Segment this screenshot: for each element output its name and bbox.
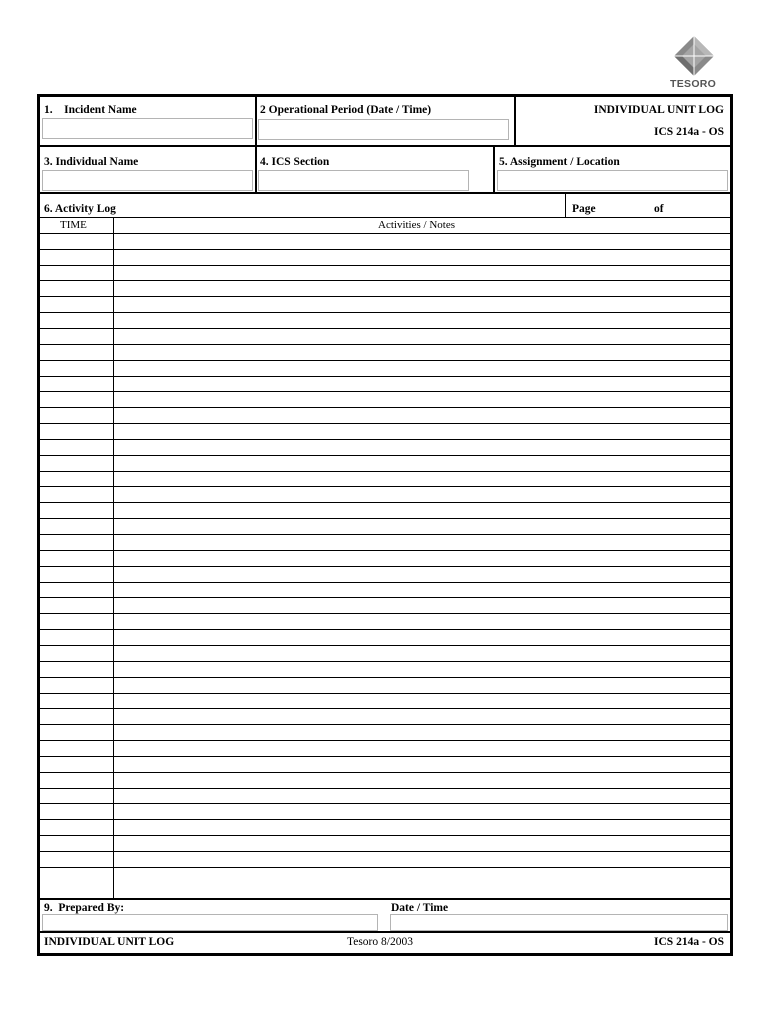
ics-section-field[interactable] <box>258 170 469 191</box>
log-row[interactable] <box>39 312 731 313</box>
prepared-by-field[interactable] <box>42 914 378 931</box>
log-row[interactable] <box>39 407 731 408</box>
log-row[interactable] <box>39 249 731 250</box>
log-row[interactable] <box>39 391 731 392</box>
incident-name-label: 1. Incident Name <box>44 104 137 116</box>
log-row[interactable] <box>39 819 731 820</box>
notes-column-header: Activities / Notes <box>378 219 455 231</box>
log-row[interactable] <box>39 661 731 662</box>
time-column-header: TIME <box>60 219 87 231</box>
activity-log-label: 6. Activity Log <box>44 203 116 215</box>
log-row[interactable] <box>39 677 731 678</box>
operational-period-label: 2 Operational Period (Date / Time) <box>260 104 432 116</box>
log-row[interactable] <box>39 645 731 646</box>
log-row[interactable] <box>39 756 731 757</box>
log-row[interactable] <box>39 439 731 440</box>
log-row[interactable] <box>39 582 731 583</box>
log-row[interactable] <box>39 851 731 852</box>
log-row[interactable] <box>39 423 731 424</box>
assignment-label: 5. Assignment / Location <box>499 156 620 168</box>
date-time-label: Date / Time <box>391 902 449 914</box>
footer-title: INDIVIDUAL UNIT LOG <box>44 936 175 948</box>
log-row[interactable] <box>39 344 731 345</box>
brand-name: TESORO <box>670 78 717 90</box>
log-row[interactable] <box>39 597 731 598</box>
log-row[interactable] <box>39 740 731 741</box>
log-row[interactable] <box>39 518 731 519</box>
individual-name-field[interactable] <box>42 170 253 191</box>
operational-period-field[interactable] <box>258 119 509 140</box>
individual-name-label: 3. Individual Name <box>44 156 139 168</box>
log-row[interactable] <box>39 360 731 361</box>
tesoro-diamond-icon <box>664 34 724 80</box>
footer-form-code: ICS 214a - OS <box>654 936 724 948</box>
footer-revision: Tesoro 8/2003 <box>347 936 413 948</box>
log-row[interactable] <box>39 550 731 551</box>
log-row[interactable] <box>39 772 731 773</box>
log-row[interactable] <box>39 693 731 694</box>
log-row[interactable] <box>39 486 731 487</box>
tesoro-logo <box>664 34 724 92</box>
log-row[interactable] <box>39 613 731 614</box>
log-row[interactable] <box>39 328 731 329</box>
page-of-label: of <box>654 203 664 215</box>
log-row[interactable] <box>39 708 731 709</box>
form-code: ICS 214a - OS <box>654 126 724 138</box>
log-row[interactable] <box>39 376 731 377</box>
log-row[interactable] <box>39 217 731 218</box>
log-row[interactable] <box>39 471 731 472</box>
log-row[interactable] <box>39 566 731 567</box>
assignment-field[interactable] <box>497 170 728 191</box>
log-row[interactable] <box>39 788 731 789</box>
log-row[interactable] <box>39 724 731 725</box>
log-row[interactable] <box>39 265 731 266</box>
log-row[interactable] <box>39 534 731 535</box>
log-row[interactable] <box>39 502 731 503</box>
log-row[interactable] <box>39 803 731 804</box>
log-row[interactable] <box>39 455 731 456</box>
log-row[interactable] <box>39 280 731 281</box>
log-row[interactable] <box>39 296 731 297</box>
log-row[interactable] <box>39 835 731 836</box>
page-label: Page <box>572 203 596 215</box>
log-row[interactable] <box>39 629 731 630</box>
log-row[interactable] <box>39 233 731 234</box>
prepared-by-label: 9. Prepared By: <box>44 902 125 914</box>
ics-section-label: 4. ICS Section <box>260 156 330 168</box>
log-row[interactable] <box>39 867 731 868</box>
form-title: INDIVIDUAL UNIT LOG <box>593 104 724 116</box>
incident-name-field[interactable] <box>42 118 253 139</box>
date-time-field[interactable] <box>390 914 728 931</box>
